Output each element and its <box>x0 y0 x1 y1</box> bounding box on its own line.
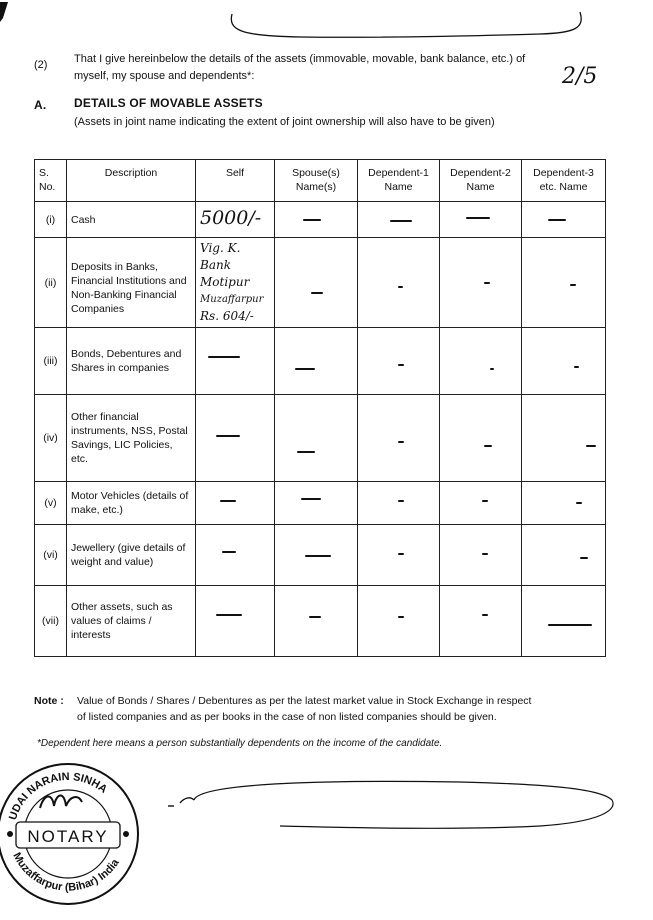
self-value <box>196 525 275 586</box>
paragraph-number: (2) <box>34 59 48 71</box>
table-header-row <box>35 160 606 202</box>
table-row <box>35 328 606 395</box>
row-sno: (iii) <box>35 328 67 395</box>
movable-assets-table <box>34 159 606 657</box>
table-row <box>35 202 606 238</box>
top-scribble <box>0 0 653 60</box>
dependent-2-value <box>440 202 522 238</box>
dependent-2-value <box>440 238 522 328</box>
self-value: Vig. K. Bank Motipur Muzaffarpur Rs. 604/- <box>196 238 275 328</box>
dependent-1-value <box>358 395 440 482</box>
table-row <box>35 525 606 586</box>
section-letter: A. <box>34 98 47 112</box>
row-description: Deposits in Banks, Financial Institutions and Non-Banking Financial Companies <box>67 238 196 328</box>
dependent-1-value <box>358 328 440 395</box>
note-label: Note : <box>34 695 64 707</box>
paragraph-line-2: myself, my spouse and dependents*: <box>74 70 255 82</box>
header-spouse: Spouse(s) Name(s) <box>275 160 358 202</box>
dependent-2-value <box>440 395 522 482</box>
self-value <box>196 395 275 482</box>
table-row <box>35 482 606 525</box>
dependent-1-value <box>358 586 440 657</box>
self-value <box>196 328 275 395</box>
dependent-1-value <box>358 525 440 586</box>
header-dependent-3: Dependent-3 etc. Name <box>522 160 606 202</box>
dependent-2-value <box>440 482 522 525</box>
dependent-3-value <box>522 525 606 586</box>
spouse-value <box>275 482 358 525</box>
row-sno: (iv) <box>35 395 67 482</box>
dependent-1-value <box>358 482 440 525</box>
dependent-3-value <box>522 482 606 525</box>
note-line-1: Value of Bonds / Shares / Debentures as per the latest market value in Stock Exchange in respect <box>77 695 532 707</box>
row-sno: (v) <box>35 482 67 525</box>
row-description: Jewellery (give details of weight and value) <box>67 525 196 586</box>
dependent-3-value <box>522 238 606 328</box>
spouse-value <box>275 395 358 482</box>
svg-text:Muzaffarpur (Bihar) India: Muzaffarpur (Bihar) India <box>10 850 122 894</box>
row-description: Other assets, such as values of claims / interests <box>67 586 196 657</box>
table-row <box>35 586 606 657</box>
table-row <box>35 238 606 328</box>
dependent-1-value <box>358 202 440 238</box>
bottom-scribble <box>160 770 620 840</box>
header-dependent-1: Dependent-1 Name <box>358 160 440 202</box>
row-sno: (ii) <box>35 238 67 328</box>
header-sno: S. No. <box>35 160 67 202</box>
spouse-value <box>275 586 358 657</box>
section-subtitle: (Assets in joint name indicating the extent of joint ownership will also have to be given) <box>74 116 495 128</box>
row-description: Bonds, Debentures and Shares in companies <box>67 328 196 395</box>
spouse-value <box>275 525 358 586</box>
row-sno: (vi) <box>35 525 67 586</box>
self-value <box>196 586 275 657</box>
row-description: Other financial instruments, NSS, Postal Savings, LIC Policies, etc. <box>67 395 196 482</box>
paragraph-line-1: That I give hereinbelow the details of the assets (immovable, movable, bank balance, etc.) of <box>74 53 526 65</box>
dependent-3-value <box>522 395 606 482</box>
dependent-2-value <box>440 328 522 395</box>
spouse-value <box>275 238 358 328</box>
dependent-2-value <box>440 586 522 657</box>
dependent-2-value <box>440 525 522 586</box>
notary-seal <box>0 750 150 920</box>
self-value: 5000/- <box>196 202 275 238</box>
table-row <box>35 395 606 482</box>
note-line-2: of listed companies and as per books in the case of non listed companies should be given. <box>77 711 497 723</box>
spouse-value <box>275 328 358 395</box>
dependent-3-value <box>522 202 606 238</box>
dependent-1-value <box>358 238 440 328</box>
svg-text:UDAI NARAIN SINHA: UDAI NARAIN SINHA <box>7 770 110 822</box>
row-sno: (i) <box>35 202 67 238</box>
dependent-footnote: *Dependent here means a person substantially dependents on the income of the candidate. <box>37 738 443 749</box>
dependent-3-value <box>522 586 606 657</box>
header-description: Description <box>67 160 196 202</box>
row-description: Motor Vehicles (details of make, etc.) <box>67 482 196 525</box>
row-sno: (vii) <box>35 586 67 657</box>
svg-text:NOTARY: NOTARY <box>27 827 109 846</box>
header-dependent-2: Dependent-2 Name <box>440 160 522 202</box>
section-title: DETAILS OF MOVABLE ASSETS <box>74 96 263 110</box>
spouse-value <box>275 202 358 238</box>
dependent-3-value <box>522 328 606 395</box>
header-self: Self <box>196 160 275 202</box>
self-value <box>196 482 275 525</box>
row-description: Cash <box>67 202 196 238</box>
page-mark: 2/5 <box>562 64 598 89</box>
